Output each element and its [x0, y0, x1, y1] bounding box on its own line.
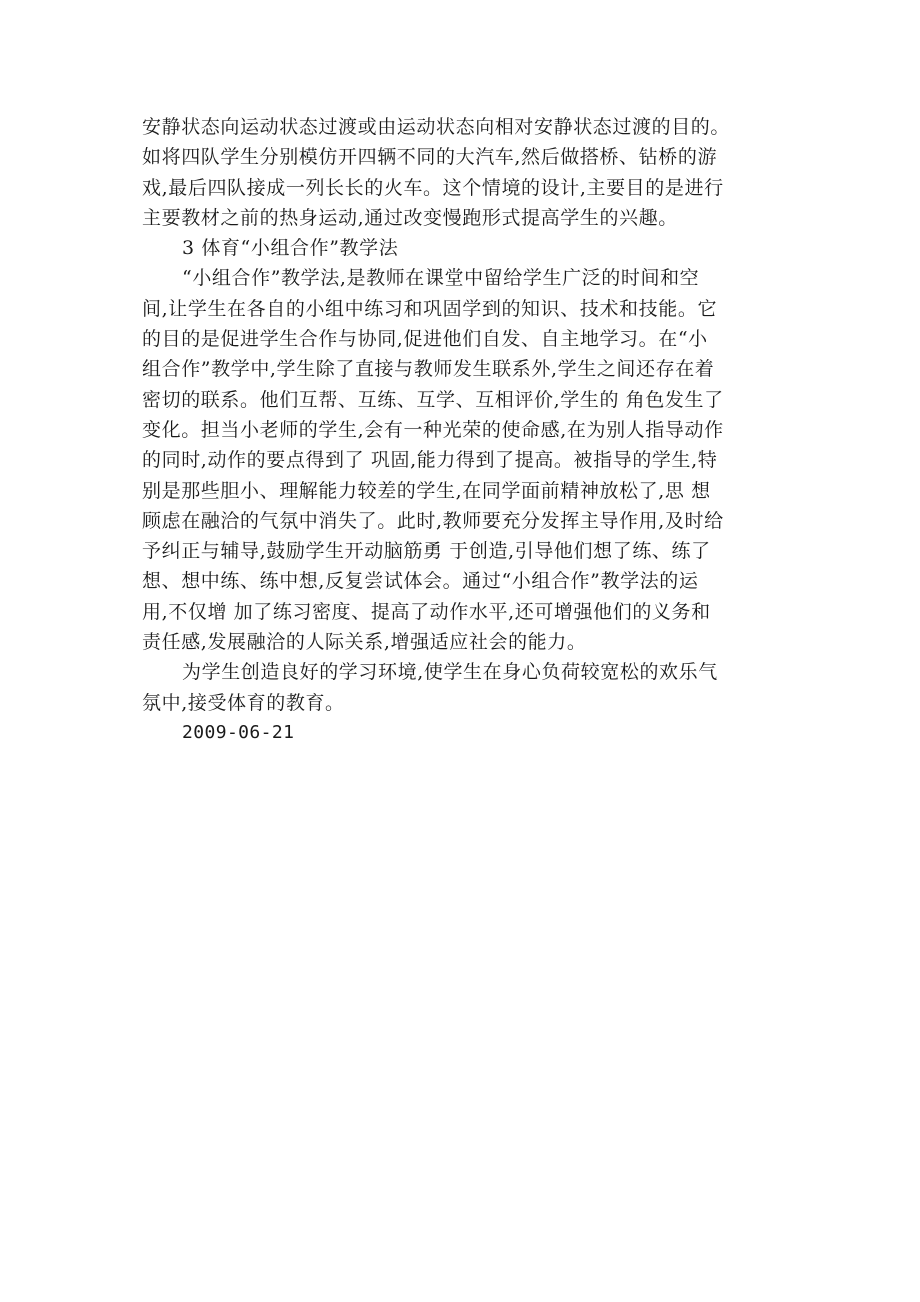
text-line: 如将四队学生分别模仿开四辆不同的大汽车,然后做搭桥、钻桥的游: [142, 146, 718, 169]
text-line: 戏,最后四队接成一列长长的火车。这个情境的设计,主要目的是进行: [142, 176, 724, 199]
text-line: 变化。担当小老师的学生,会有一种光荣的使命感,在为别人指导动作: [142, 418, 724, 441]
text-line: 主要教材之前的热身运动,通过改变慢跑形式提高学生的兴趣。: [142, 206, 678, 229]
text-line: 用,不仅增 加了练习密度、提高了动作水平,还可增强他们的义务和: [142, 600, 711, 623]
text-line: 责任感,发展融洽的人际关系,增强适应社会的能力。: [142, 631, 587, 654]
text-line: 顾虑在融洽的气氛中消失了。此时,教师要充分发挥主导作用,及时给: [142, 509, 724, 532]
text-line: 为学生创造良好的学习环境,使学生在身心负荷较宽松的欢乐气: [182, 661, 718, 684]
text-line: 想、想中练、练中想,反复尝试体会。通过“小组合作”教学法的运: [142, 570, 699, 593]
section-heading: 3 体育“小组合作”教学法: [182, 237, 399, 260]
text-line: 的同时,动作的要点得到了 巩固,能力得到了提高。被指导的学生,特: [142, 449, 718, 472]
text-line: 间,让学生在各自的小组中练习和巩固学到的知识、技术和技能。它: [142, 297, 718, 320]
text-line: “小组合作”教学法,是教师在课堂中留给学生广泛的时间和空: [182, 267, 700, 290]
document-body: [142, 112, 782, 748]
text-line: 予纠正与辅导,鼓励学生开动脑筋勇 于创造,引导他们想了练、练了: [142, 540, 711, 563]
text-line: 组合作”教学中,学生除了直接与教师发生联系外,学生之间还存在着: [142, 358, 715, 381]
text-line: 氛中,接受体育的教育。: [142, 691, 345, 714]
text-line: 密切的联系。他们互帮、互练、互学、互相评价,学生的 角色发生了: [142, 388, 724, 411]
text-line: 安静状态向运动状态过渡或由运动状态向相对安静状态过渡的目的。: [142, 116, 731, 138]
text-line: 别是那些胆小、理解能力较差的学生,在同学面前精神放松了,思 想: [142, 479, 711, 502]
text-line: 的目的是促进学生合作与协同,促进他们自发、自主地学习。在“小: [142, 328, 708, 351]
document-date: 2009-06-21: [182, 721, 295, 743]
